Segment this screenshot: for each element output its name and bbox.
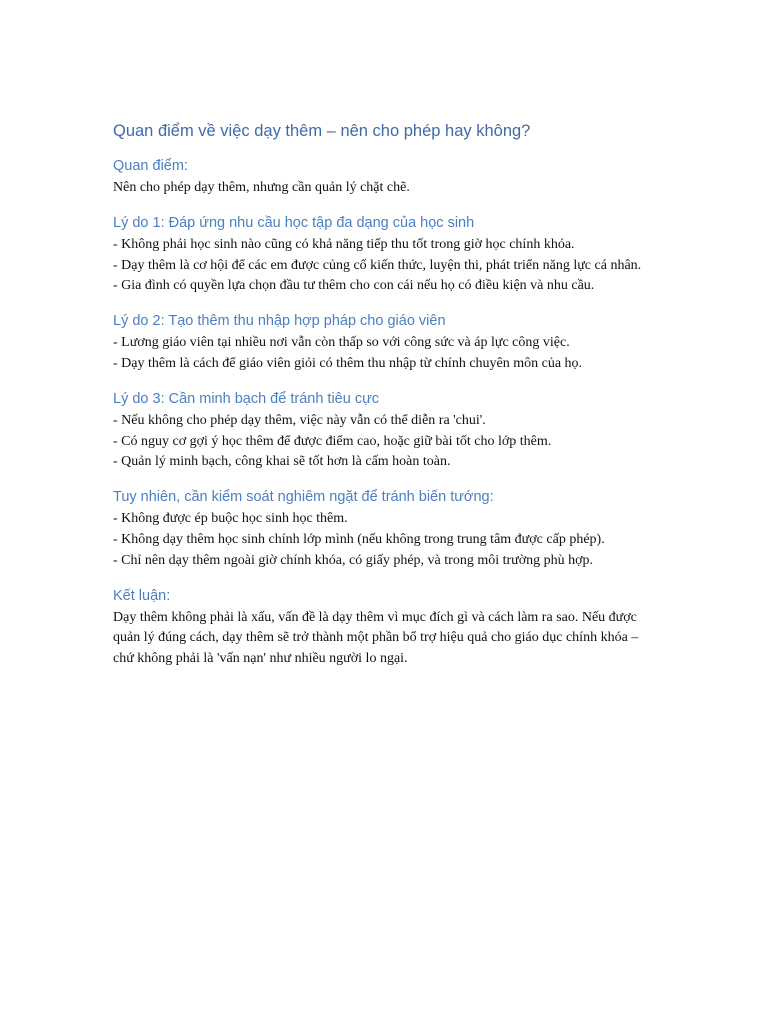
section-heading: Lý do 2: Tạo thêm thu nhập hợp pháp cho giáo viên — [113, 313, 446, 330]
document-page — [113, 120, 658, 684]
section-heading: Kết luận: — [113, 587, 171, 604]
paragraph: Nên cho phép dạy thêm, nhưng cần quản lý chặt chẽ. — [113, 180, 410, 195]
paragraph: Dạy thêm không phải là xấu, vấn đề là dạy thêm vì mục đích gì và cách làm ra sao. Nếu được quản lý đúng cách, dạy thêm sẽ trở thành một phần bổ trợ hiệu quả cho giáo dục chính khóa – chứ không phải là 'vấn nạn' như nhiều người lo ngại. — [113, 609, 639, 667]
section-heading: Quan điểm: — [113, 158, 188, 174]
section-tuy-nhien — [113, 487, 658, 571]
paragraph: - Dạy thêm là cơ hội để các em được củng cố kiến thức, luyện thi, phát triển năng lực cá nhân. — [113, 257, 642, 273]
section-quan-diem — [113, 156, 658, 199]
paragraph: - Quản lý minh bạch, công khai sẽ tốt hơn là cấm hoàn toàn. — [113, 454, 451, 470]
section-ly-do-2 — [113, 311, 658, 375]
document-title: Quan điểm về việc dạy thêm – nên cho phép hay không? — [113, 122, 531, 140]
paragraph: - Gia đình có quyền lựa chọn đầu tư thêm cho con cái nếu họ có điều kiện và nhu cầu. — [113, 278, 595, 294]
paragraph: - Nếu không cho phép dạy thêm, việc này vẫn có thể diễn ra 'chui'. — [113, 412, 486, 428]
section-heading: Lý do 3: Cần minh bạch để tránh tiêu cực — [113, 390, 380, 407]
paragraph: - Không phải học sinh nào cũng có khả năng tiếp thu tốt trong giờ học chính khóa. — [113, 236, 575, 252]
paragraph: - Lương giáo viên tại nhiều nơi vẫn còn thấp so với công sức và áp lực công việc. — [113, 335, 570, 351]
section-ket-luan — [113, 586, 658, 670]
paragraph: - Có nguy cơ gợi ý học thêm để được điểm cao, hoặc giữ bài tốt cho lớp thêm. — [113, 433, 552, 449]
paragraph: - Dạy thêm là cách để giáo viên giỏi có thêm thu nhập từ chính chuyên môn của họ. — [113, 355, 583, 371]
section-heading: Tuy nhiên, cần kiểm soát nghiêm ngặt để tránh biến tướng: — [113, 489, 494, 506]
section-ly-do-1 — [113, 213, 658, 297]
section-heading: Lý do 1: Đáp ứng nhu cầu học tập đa dạng của học sinh — [113, 214, 475, 231]
section-ly-do-3 — [113, 389, 658, 473]
paragraph: - Không dạy thêm học sinh chính lớp mình (nếu không trong trung tâm được cấp phép). — [113, 531, 605, 547]
paragraph: - Chỉ nên dạy thêm ngoài giờ chính khóa, có giấy phép, và trong môi trường phù hợp. — [113, 552, 594, 568]
paragraph: - Không được ép buộc học sinh học thêm. — [113, 511, 348, 527]
